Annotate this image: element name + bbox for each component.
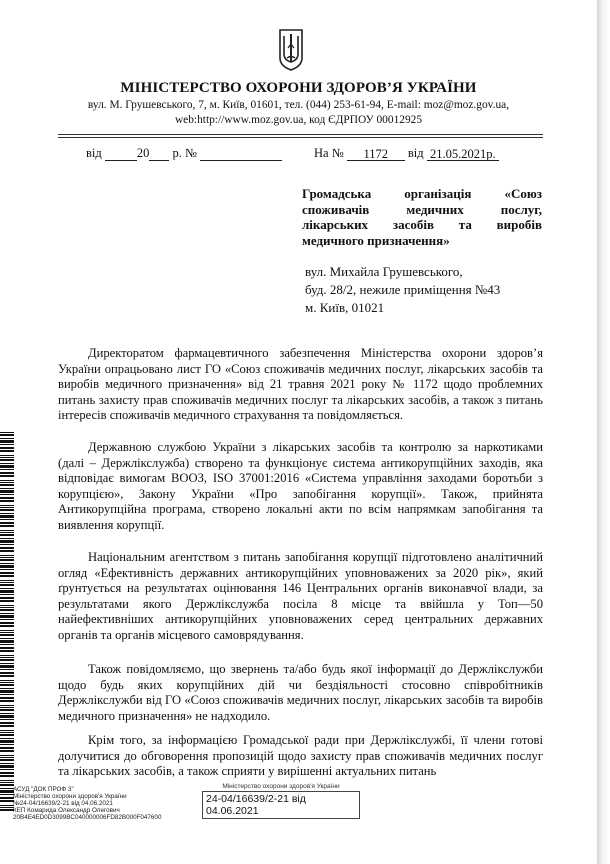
barcode-bar xyxy=(0,594,14,595)
barcode-bar xyxy=(0,697,14,699)
ministry-title: МІНІСТЕРСТВО ОХОРОНИ ЗДОРОВ’Я УКРАЇНИ xyxy=(120,80,477,96)
barcode-bar xyxy=(0,622,14,624)
barcode-bar xyxy=(0,522,14,524)
reply-date: 21.05.2021р. xyxy=(427,147,499,161)
barcode-bar xyxy=(0,750,14,752)
barcode-bar xyxy=(0,513,14,514)
barcode-bar xyxy=(0,772,14,774)
barcode-bar xyxy=(0,744,14,745)
recipient-address-city: м. Київ, 01021 xyxy=(305,300,385,315)
date-blank xyxy=(105,147,137,161)
barcode-bar xyxy=(0,694,14,695)
barcode-bar xyxy=(0,675,14,677)
barcode-bar xyxy=(0,557,14,558)
barcode-bar xyxy=(0,607,14,608)
barcode-bar xyxy=(0,619,14,620)
barcode-bar xyxy=(0,800,14,802)
barcode-bar xyxy=(0,794,14,795)
registration-stamp: Міністерство охорони здоров'я України 24-04/16639/2-21 від 04.06.2021 xyxy=(202,783,360,819)
recipient-address-street: вул. Михайла Грушевського, xyxy=(305,264,463,279)
letter-body xyxy=(58,346,543,424)
barcode-bar xyxy=(0,665,14,668)
barcode-bar xyxy=(0,532,14,533)
barcode-bar xyxy=(0,782,14,783)
barcode-bar xyxy=(0,497,14,499)
barcode-bar xyxy=(0,805,14,806)
barcode-bar xyxy=(0,663,14,664)
barcode-bar xyxy=(0,597,14,599)
barcode-bar xyxy=(0,797,14,799)
barcode-bar xyxy=(0,555,14,556)
barcode-bar xyxy=(0,490,14,493)
barcode-bar xyxy=(0,563,14,564)
barcode-bar xyxy=(0,740,14,743)
barcode-bar xyxy=(0,747,14,749)
barcode-bar xyxy=(0,472,14,474)
barcode-bar xyxy=(0,807,14,808)
barcode-bar xyxy=(0,650,14,652)
barcode-bar xyxy=(0,613,14,614)
barcode-bar xyxy=(0,434,14,436)
barcode-bar xyxy=(0,682,14,683)
paragraph-1: Директоратом фармацевтичного забезпечення Міністерства охорони здоров’я України опрацьовано лист ГО «Союз споживачів медичних послуг, лікарських засобів та виробів медичного призначення» від 21 травня 2021 року № 1172 щодо проблемних питань захисту прав споживачів медичних послуг та лікарських засобів, а також з питань інтересів споживачів медичного страхування та повідомляється. xyxy=(58,346,543,423)
barcode-bar xyxy=(0,684,14,686)
barcode-bar xyxy=(0,559,14,561)
barcode-bar xyxy=(0,447,14,449)
barcode-bar xyxy=(0,600,14,602)
trident-emblem-icon xyxy=(277,28,305,72)
barcode-bar xyxy=(0,757,14,758)
barcode-bar xyxy=(0,719,14,720)
barcode-bar xyxy=(0,765,14,768)
reply-registration: На № 1172 від 21.05.2021р. xyxy=(314,146,499,161)
barcode-bar xyxy=(0,609,14,611)
barcode-bar xyxy=(0,530,14,531)
barcode-bar xyxy=(0,432,14,433)
barcode-bar xyxy=(0,450,14,452)
barcode-bar xyxy=(0,550,14,552)
barcode-bar xyxy=(0,507,14,508)
paragraph-4: Також повідомляємо, що звернень та/або будь якої інформації до Держлікслужби щодо будь яких корупційних дій чи бездіяльності стосовно співробітників Держлікслужби від ГО «Союз споживачів медичних послуг, лікарських засобів та виробів медичного призначення» не надходило. xyxy=(58,662,543,723)
side-barcode xyxy=(0,432,14,812)
barcode-bar xyxy=(0,588,14,589)
barcode-bar xyxy=(0,734,14,736)
barcode-bar xyxy=(0,440,14,443)
barcode-bar xyxy=(0,644,14,645)
barcode-bar xyxy=(0,632,14,633)
barcode-bar xyxy=(0,680,14,681)
barcode-bar xyxy=(0,500,14,502)
barcode-bar xyxy=(0,669,14,670)
barcode-bar xyxy=(0,484,14,486)
barcode-bar xyxy=(0,732,14,733)
letter-body-4 xyxy=(58,662,543,724)
barcode-bar xyxy=(0,713,14,714)
barcode-bar xyxy=(0,615,14,618)
barcode-bar xyxy=(0,788,14,789)
year-blank xyxy=(149,147,169,161)
barcode-bar xyxy=(0,459,14,461)
barcode-bar xyxy=(0,688,14,689)
barcode-bar xyxy=(0,480,14,481)
ministry-address: вул. М. Грушевського, 7, м. Київ, 01601, тел. (044) 253-61-94, E-mail: moz@moz.gov.ua, xyxy=(87,99,510,111)
barcode-bar xyxy=(0,590,14,593)
registration-number: 24-04/16639/2-21 від 04.06.2021 xyxy=(202,791,360,819)
barcode-bar xyxy=(0,580,14,581)
barcode-bar xyxy=(0,515,14,518)
barcode-bar xyxy=(0,784,14,786)
barcode-bar xyxy=(0,707,14,708)
barcode-bar xyxy=(0,690,14,693)
barcode-bar xyxy=(0,775,14,777)
barcode-bar xyxy=(0,547,14,549)
barcode-bar xyxy=(0,572,14,574)
barcode-bar xyxy=(0,438,14,439)
barcode-bar xyxy=(0,722,14,724)
number-blank xyxy=(200,147,282,161)
barcode-bar xyxy=(0,715,14,718)
barcode-bar xyxy=(0,575,14,577)
barcode-bar xyxy=(0,469,14,470)
barcode-bar xyxy=(0,809,14,811)
barcode-bar xyxy=(0,647,14,649)
barcode-bar xyxy=(0,630,14,631)
barcode-bar xyxy=(0,540,14,543)
paragraph-3: Національним агентством з питань запобігання корупції підготовлено аналітичний огляд «Ефективність державних антикорупційних уповноважених за 2020 рік», який ґрунтується на результатах оцінювання 146 Центральних органів виконавчої влади, за результатами якого Держлікслужба посіла 8 місце та ввійшла у Топ—50 найефективніших антикорупційних уповноважених серед центральних державних органів та органів місцевого самоврядування. xyxy=(58,550,543,642)
barcode-bar xyxy=(0,444,14,445)
barcode-bar xyxy=(0,544,14,545)
recipient-address-building: буд. 28/2, нежиле приміщення №43 xyxy=(305,282,501,297)
barcode-bar xyxy=(0,700,14,702)
barcode-bar xyxy=(0,565,14,568)
header-divider xyxy=(58,134,543,135)
barcode-bar xyxy=(0,657,14,658)
barcode-bar xyxy=(0,534,14,536)
edms-stamp: АСУД "ДОК ПРОФ 3" Міністерство охорони здоров'я України №24-04/16639/2-21 від 04.06.2021 КЕП Комарида Олександр Олегович 20B4E4ED0D3099BC040000006FD82B000F047600 xyxy=(13,786,162,821)
barcode-bar xyxy=(0,634,14,636)
barcode-bar xyxy=(0,494,14,495)
barcode-bar xyxy=(0,475,14,477)
barcode-bar xyxy=(0,725,14,727)
recipient-name: Громадська організація «Союз споживачів медичних послуг, лікарських засобів та виробів медичного призначення» xyxy=(302,186,542,248)
page-edge-shadow xyxy=(597,0,610,864)
barcode-bar xyxy=(0,538,14,539)
barcode-bar xyxy=(0,759,14,761)
barcode-bar xyxy=(0,455,14,456)
letter-body-3 xyxy=(58,550,543,644)
barcode-bar xyxy=(0,790,14,793)
paragraph-2: Державною службою України з лікарських засобів та контролю за наркотиками (далі – Держлікслужба) створено та функціонує система антикорупційних заходів, яка відповідає вимогам ВООЗ, ISO 37001:2016 «Система управління заходами боротьби з корупцією», Закону України «Про запобігання корупції». Також, прийнята Антикорупційна програма, створено локальні акти по всім напрямкам запобігання та виявлення корупції. xyxy=(58,440,543,532)
barcode-bar xyxy=(0,482,14,483)
barcode-bar xyxy=(0,769,14,770)
reply-number: 1172 xyxy=(347,147,405,161)
barcode-bar xyxy=(0,505,14,506)
barcode-bar xyxy=(0,780,14,781)
barcode-bar xyxy=(0,625,14,627)
barcode-bar xyxy=(0,763,14,764)
barcode-bar xyxy=(0,582,14,583)
barcode-bar xyxy=(0,463,14,464)
barcode-bar xyxy=(0,659,14,661)
letter-body-5 xyxy=(58,733,543,781)
barcode-bar xyxy=(0,569,14,570)
barcode-bar xyxy=(0,709,14,711)
barcode-bar xyxy=(0,519,14,520)
barcode-bar xyxy=(0,705,14,706)
outgoing-registration: від 20 р. № xyxy=(86,146,282,161)
ministry-web-code: web:http://www.moz.gov.ua, код ЄДРПОУ 00012925 xyxy=(174,114,423,126)
barcode-bar xyxy=(0,730,14,731)
barcode-bar xyxy=(0,640,14,643)
barcode-bar xyxy=(0,465,14,468)
barcode-bar xyxy=(0,509,14,511)
barcode-bar xyxy=(0,738,14,739)
barcode-bar xyxy=(0,488,14,489)
barcode-bar xyxy=(0,525,14,527)
barcode-bar xyxy=(0,457,14,458)
barcode-bar xyxy=(0,584,14,586)
paragraph-5: Крім того, за інформацією Громадської ради при Держлікслужбі, її члени готові долучитися до обговорення пропозицій щодо захисту прав споживачів медичних послуг та лікарських засобів, а також сприяти у вирішенні актуальних питань xyxy=(58,733,543,779)
barcode-bar xyxy=(0,605,14,606)
barcode-bar xyxy=(0,755,14,756)
barcode-bar xyxy=(0,655,14,656)
letter-body-2 xyxy=(58,440,543,534)
barcode-bar xyxy=(0,672,14,674)
barcode-bar xyxy=(0,638,14,639)
header-divider-2 xyxy=(58,137,543,138)
